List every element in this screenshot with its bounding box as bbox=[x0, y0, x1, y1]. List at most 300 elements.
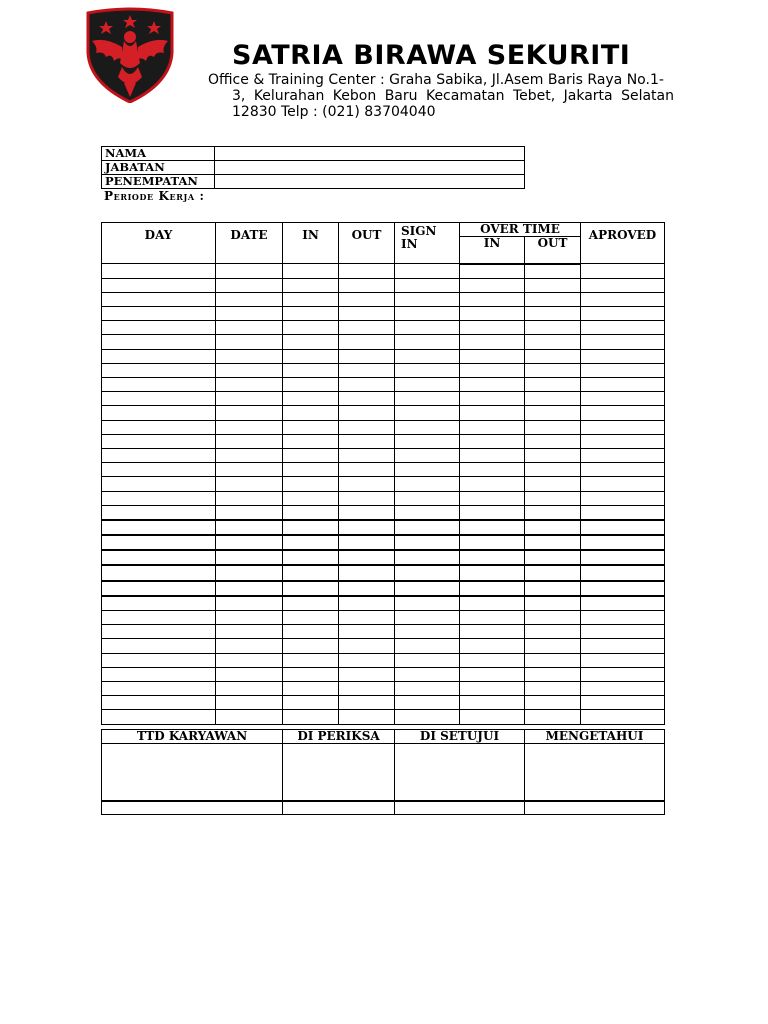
di-setujui-name-cell[interactable] bbox=[395, 801, 525, 815]
ot-in-cell[interactable] bbox=[460, 378, 525, 392]
ot-out-cell[interactable] bbox=[525, 710, 581, 724]
date-cell[interactable] bbox=[216, 463, 283, 477]
approved-cell[interactable] bbox=[581, 505, 665, 520]
out-cell[interactable] bbox=[339, 420, 395, 434]
approved-cell[interactable] bbox=[581, 565, 665, 580]
in-cell[interactable] bbox=[283, 505, 339, 520]
sign-in-cell[interactable] bbox=[395, 434, 460, 448]
approved-cell[interactable] bbox=[581, 463, 665, 477]
ot-out-cell[interactable] bbox=[525, 363, 581, 377]
out-cell[interactable] bbox=[339, 463, 395, 477]
mengetahui-name-cell[interactable] bbox=[525, 801, 665, 815]
in-cell[interactable] bbox=[283, 535, 339, 550]
ot-out-cell[interactable] bbox=[525, 505, 581, 520]
sign-in-cell[interactable] bbox=[395, 535, 460, 550]
in-cell[interactable] bbox=[283, 434, 339, 448]
out-cell[interactable] bbox=[339, 477, 395, 491]
out-cell[interactable] bbox=[339, 505, 395, 520]
ot-out-cell[interactable] bbox=[525, 321, 581, 335]
in-cell[interactable] bbox=[283, 596, 339, 611]
date-cell[interactable] bbox=[216, 710, 283, 724]
table-row bbox=[102, 406, 665, 420]
approved-cell[interactable] bbox=[581, 581, 665, 596]
sign-in-cell[interactable] bbox=[395, 463, 460, 477]
ot-in-cell[interactable] bbox=[460, 550, 525, 565]
sign-in-cell[interactable] bbox=[395, 611, 460, 625]
approved-cell[interactable] bbox=[581, 535, 665, 550]
sign-in-cell[interactable] bbox=[395, 420, 460, 434]
out-cell[interactable] bbox=[339, 307, 395, 321]
ot-in-cell[interactable] bbox=[460, 520, 525, 535]
date-cell[interactable] bbox=[216, 292, 283, 306]
day-cell[interactable] bbox=[102, 349, 216, 363]
date-cell[interactable] bbox=[216, 378, 283, 392]
out-cell[interactable] bbox=[339, 491, 395, 505]
sign-in-cell[interactable] bbox=[395, 321, 460, 335]
ot-in-cell[interactable] bbox=[460, 292, 525, 306]
di-setujui-header: DI SETUJUI bbox=[395, 730, 525, 744]
sign-in-cell[interactable] bbox=[395, 477, 460, 491]
date-cell[interactable] bbox=[216, 420, 283, 434]
in-cell[interactable] bbox=[283, 550, 339, 565]
ot-out-cell[interactable] bbox=[525, 565, 581, 580]
sign-in-line2: IN bbox=[401, 237, 418, 251]
table-row bbox=[102, 611, 665, 625]
date-cell[interactable] bbox=[216, 349, 283, 363]
approved-cell[interactable] bbox=[581, 625, 665, 639]
day-cell[interactable] bbox=[102, 611, 216, 625]
date-cell[interactable] bbox=[216, 505, 283, 520]
in-cell[interactable] bbox=[283, 696, 339, 710]
table-row bbox=[102, 535, 665, 550]
day-cell[interactable] bbox=[102, 378, 216, 392]
sign-in-cell[interactable] bbox=[395, 278, 460, 292]
date-cell[interactable] bbox=[216, 581, 283, 596]
in-cell[interactable] bbox=[283, 710, 339, 724]
approved-cell[interactable] bbox=[581, 681, 665, 695]
ot-in-cell[interactable] bbox=[460, 392, 525, 406]
ot-out-cell[interactable] bbox=[525, 667, 581, 681]
in-cell[interactable] bbox=[283, 491, 339, 505]
ot-in-cell[interactable] bbox=[460, 349, 525, 363]
ot-in-cell[interactable] bbox=[460, 477, 525, 491]
ot-in-cell[interactable] bbox=[460, 278, 525, 292]
table-row bbox=[102, 550, 665, 565]
ot-out-cell[interactable] bbox=[525, 491, 581, 505]
day-cell[interactable] bbox=[102, 321, 216, 335]
sign-in-cell[interactable] bbox=[395, 681, 460, 695]
out-cell[interactable] bbox=[339, 264, 395, 279]
table-row bbox=[102, 264, 665, 279]
approved-cell[interactable] bbox=[581, 378, 665, 392]
out-cell[interactable] bbox=[339, 625, 395, 639]
out-cell[interactable] bbox=[339, 550, 395, 565]
date-cell[interactable] bbox=[216, 335, 283, 349]
approved-cell[interactable] bbox=[581, 420, 665, 434]
day-cell[interactable] bbox=[102, 581, 216, 596]
ot-out-cell[interactable] bbox=[525, 307, 581, 321]
approved-cell[interactable] bbox=[581, 653, 665, 667]
penempatan-field[interactable] bbox=[215, 175, 525, 189]
approved-cell[interactable] bbox=[581, 667, 665, 681]
out-cell[interactable] bbox=[339, 448, 395, 462]
ot-out-cell[interactable] bbox=[525, 639, 581, 653]
di-setujui-signature-box[interactable] bbox=[395, 744, 525, 802]
table-row bbox=[102, 321, 665, 335]
day-cell[interactable] bbox=[102, 420, 216, 434]
out-cell[interactable] bbox=[339, 639, 395, 653]
ot-in-cell[interactable] bbox=[460, 505, 525, 520]
approved-cell[interactable] bbox=[581, 520, 665, 535]
table-row bbox=[102, 392, 665, 406]
day-cell[interactable] bbox=[102, 491, 216, 505]
out-cell[interactable] bbox=[339, 667, 395, 681]
out-cell[interactable] bbox=[339, 321, 395, 335]
day-cell[interactable] bbox=[102, 477, 216, 491]
sign-in-cell[interactable] bbox=[395, 363, 460, 377]
day-cell[interactable] bbox=[102, 625, 216, 639]
nama-label: NAMA bbox=[102, 147, 215, 161]
out-cell[interactable] bbox=[339, 363, 395, 377]
ot-in-cell[interactable] bbox=[460, 434, 525, 448]
ot-in-cell[interactable] bbox=[460, 653, 525, 667]
sign-in-cell[interactable] bbox=[395, 596, 460, 611]
approved-cell[interactable] bbox=[581, 596, 665, 611]
ttd-karyawan-signature-box[interactable] bbox=[102, 744, 283, 802]
ot-out-cell[interactable] bbox=[525, 406, 581, 420]
ot-out-cell[interactable] bbox=[525, 264, 581, 279]
date-cell[interactable] bbox=[216, 596, 283, 611]
ot-in-cell[interactable] bbox=[460, 463, 525, 477]
ot-out-cell[interactable] bbox=[525, 463, 581, 477]
ot-out-cell[interactable] bbox=[525, 292, 581, 306]
in-cell[interactable] bbox=[283, 278, 339, 292]
in-cell[interactable] bbox=[283, 581, 339, 596]
out-cell[interactable] bbox=[339, 581, 395, 596]
sign-in-cell[interactable] bbox=[395, 653, 460, 667]
out-cell[interactable] bbox=[339, 653, 395, 667]
day-cell[interactable] bbox=[102, 434, 216, 448]
day-cell[interactable] bbox=[102, 406, 216, 420]
date-cell[interactable] bbox=[216, 434, 283, 448]
company-name: SATRIA BIRAWA SEKURITI bbox=[232, 40, 631, 71]
in-cell[interactable] bbox=[283, 639, 339, 653]
nama-field[interactable] bbox=[215, 147, 525, 161]
ot-out-cell[interactable] bbox=[525, 420, 581, 434]
ot-in-cell[interactable] bbox=[460, 448, 525, 462]
sign-in-cell[interactable] bbox=[395, 505, 460, 520]
date-cell[interactable] bbox=[216, 448, 283, 462]
approved-cell[interactable] bbox=[581, 491, 665, 505]
day-cell[interactable] bbox=[102, 596, 216, 611]
in-cell[interactable] bbox=[283, 653, 339, 667]
sign-in-cell[interactable] bbox=[395, 491, 460, 505]
ot-in-cell[interactable] bbox=[460, 696, 525, 710]
in-cell[interactable] bbox=[283, 378, 339, 392]
mengetahui-signature-box[interactable] bbox=[525, 744, 665, 802]
approved-cell[interactable] bbox=[581, 335, 665, 349]
approved-cell[interactable] bbox=[581, 639, 665, 653]
out-cell[interactable] bbox=[339, 278, 395, 292]
out-cell[interactable] bbox=[339, 611, 395, 625]
date-cell[interactable] bbox=[216, 611, 283, 625]
date-cell[interactable] bbox=[216, 639, 283, 653]
ot-in-cell[interactable] bbox=[460, 420, 525, 434]
timesheet-body bbox=[102, 264, 665, 725]
ot-out-cell[interactable] bbox=[525, 349, 581, 363]
approved-cell[interactable] bbox=[581, 321, 665, 335]
out-cell[interactable] bbox=[339, 434, 395, 448]
sign-in-cell[interactable] bbox=[395, 565, 460, 580]
approved-cell[interactable] bbox=[581, 696, 665, 710]
table-row bbox=[102, 463, 665, 477]
day-cell[interactable] bbox=[102, 392, 216, 406]
day-cell[interactable] bbox=[102, 565, 216, 580]
date-cell[interactable] bbox=[216, 696, 283, 710]
ot-in-cell[interactable] bbox=[460, 596, 525, 611]
in-cell[interactable] bbox=[283, 349, 339, 363]
in-cell[interactable] bbox=[283, 565, 339, 580]
date-cell[interactable] bbox=[216, 565, 283, 580]
in-cell[interactable] bbox=[283, 625, 339, 639]
in-cell[interactable] bbox=[283, 520, 339, 535]
table-row bbox=[102, 448, 665, 462]
approved-cell[interactable] bbox=[581, 448, 665, 462]
sign-in-cell[interactable] bbox=[395, 696, 460, 710]
approved-cell[interactable] bbox=[581, 477, 665, 491]
day-cell[interactable] bbox=[102, 696, 216, 710]
out-cell[interactable] bbox=[339, 406, 395, 420]
ttd-karyawan-name-cell[interactable] bbox=[102, 801, 283, 815]
sign-in-cell[interactable] bbox=[395, 520, 460, 535]
day-cell[interactable] bbox=[102, 264, 216, 279]
ot-in-cell[interactable] bbox=[460, 535, 525, 550]
out-cell[interactable] bbox=[339, 378, 395, 392]
day-cell[interactable] bbox=[102, 335, 216, 349]
date-cell[interactable] bbox=[216, 264, 283, 279]
in-cell[interactable] bbox=[283, 264, 339, 279]
day-cell[interactable] bbox=[102, 278, 216, 292]
ot-out-cell[interactable] bbox=[525, 681, 581, 695]
in-cell[interactable] bbox=[283, 667, 339, 681]
sign-in-cell[interactable] bbox=[395, 264, 460, 279]
ot-in-cell[interactable] bbox=[460, 710, 525, 724]
date-cell[interactable] bbox=[216, 681, 283, 695]
sign-in-cell[interactable] bbox=[395, 335, 460, 349]
sign-in-cell[interactable] bbox=[395, 448, 460, 462]
approved-cell[interactable] bbox=[581, 406, 665, 420]
date-cell[interactable] bbox=[216, 307, 283, 321]
approved-cell[interactable] bbox=[581, 392, 665, 406]
approved-cell[interactable] bbox=[581, 292, 665, 306]
table-row bbox=[102, 681, 665, 695]
date-cell[interactable] bbox=[216, 406, 283, 420]
table-row bbox=[102, 667, 665, 681]
date-cell[interactable] bbox=[216, 550, 283, 565]
ot-out-cell[interactable] bbox=[525, 278, 581, 292]
approved-cell[interactable] bbox=[581, 264, 665, 279]
ot-in-cell[interactable] bbox=[460, 611, 525, 625]
out-cell[interactable] bbox=[339, 681, 395, 695]
approved-cell[interactable] bbox=[581, 611, 665, 625]
date-cell[interactable] bbox=[216, 625, 283, 639]
ot-in-cell[interactable] bbox=[460, 681, 525, 695]
day-cell[interactable] bbox=[102, 520, 216, 535]
in-cell[interactable] bbox=[283, 307, 339, 321]
out-cell[interactable] bbox=[339, 535, 395, 550]
company-address bbox=[208, 72, 674, 120]
day-cell[interactable] bbox=[102, 448, 216, 462]
ot-out-cell[interactable] bbox=[525, 434, 581, 448]
approved-cell[interactable] bbox=[581, 550, 665, 565]
col-day-header: DAY bbox=[102, 223, 216, 264]
out-cell[interactable] bbox=[339, 696, 395, 710]
di-periksa-signature-box[interactable] bbox=[283, 744, 395, 802]
ot-out-cell[interactable] bbox=[525, 448, 581, 462]
col-date-header: DATE bbox=[216, 223, 283, 264]
table-row bbox=[102, 292, 665, 306]
date-cell[interactable] bbox=[216, 535, 283, 550]
date-cell[interactable] bbox=[216, 477, 283, 491]
date-cell[interactable] bbox=[216, 321, 283, 335]
date-cell[interactable] bbox=[216, 520, 283, 535]
out-cell[interactable] bbox=[339, 392, 395, 406]
day-cell[interactable] bbox=[102, 363, 216, 377]
date-cell[interactable] bbox=[216, 667, 283, 681]
table-row bbox=[102, 491, 665, 505]
date-cell[interactable] bbox=[216, 278, 283, 292]
sign-in-cell[interactable] bbox=[395, 710, 460, 724]
approved-cell[interactable] bbox=[581, 278, 665, 292]
address-line: 12830 Telp : (021) 83704040 bbox=[232, 104, 436, 120]
out-cell[interactable] bbox=[339, 565, 395, 580]
sign-in-cell[interactable] bbox=[395, 625, 460, 639]
date-cell[interactable] bbox=[216, 491, 283, 505]
ot-out-cell[interactable] bbox=[525, 696, 581, 710]
day-cell[interactable] bbox=[102, 505, 216, 520]
day-cell[interactable] bbox=[102, 639, 216, 653]
ot-in-cell[interactable] bbox=[460, 307, 525, 321]
sign-in-cell[interactable] bbox=[395, 349, 460, 363]
date-cell[interactable] bbox=[216, 653, 283, 667]
day-cell[interactable] bbox=[102, 667, 216, 681]
out-cell[interactable] bbox=[339, 292, 395, 306]
table-row bbox=[102, 363, 665, 377]
ot-out-cell[interactable] bbox=[525, 611, 581, 625]
ot-in-cell[interactable] bbox=[460, 625, 525, 639]
ot-in-cell[interactable] bbox=[460, 321, 525, 335]
table-row bbox=[102, 505, 665, 520]
in-cell[interactable] bbox=[283, 420, 339, 434]
table-row bbox=[102, 596, 665, 611]
ot-out-cell[interactable] bbox=[525, 596, 581, 611]
table-row bbox=[102, 420, 665, 434]
in-cell[interactable] bbox=[283, 392, 339, 406]
out-cell[interactable] bbox=[339, 596, 395, 611]
ot-out-cell[interactable] bbox=[525, 550, 581, 565]
in-cell[interactable] bbox=[283, 477, 339, 491]
ot-in-cell[interactable] bbox=[460, 363, 525, 377]
day-cell[interactable] bbox=[102, 681, 216, 695]
sign-in-cell[interactable] bbox=[395, 292, 460, 306]
in-cell[interactable] bbox=[283, 363, 339, 377]
di-periksa-header: DI PERIKSA bbox=[283, 730, 395, 744]
approved-cell[interactable] bbox=[581, 307, 665, 321]
table-row bbox=[102, 307, 665, 321]
ot-in-cell[interactable] bbox=[460, 406, 525, 420]
sign-in-cell[interactable] bbox=[395, 307, 460, 321]
sign-in-cell[interactable] bbox=[395, 667, 460, 681]
ot-out-cell[interactable] bbox=[525, 520, 581, 535]
ot-in-cell[interactable] bbox=[460, 335, 525, 349]
day-cell[interactable] bbox=[102, 550, 216, 565]
sign-in-line1: SIGN bbox=[401, 224, 437, 238]
approved-cell[interactable] bbox=[581, 710, 665, 724]
ot-in-cell[interactable] bbox=[460, 491, 525, 505]
in-cell[interactable] bbox=[283, 292, 339, 306]
ot-in-cell[interactable] bbox=[460, 639, 525, 653]
date-cell[interactable] bbox=[216, 392, 283, 406]
in-cell[interactable] bbox=[283, 448, 339, 462]
sign-in-cell[interactable] bbox=[395, 581, 460, 596]
ot-out-cell[interactable] bbox=[525, 378, 581, 392]
ot-out-cell[interactable] bbox=[525, 535, 581, 550]
approved-cell[interactable] bbox=[581, 349, 665, 363]
day-cell[interactable] bbox=[102, 292, 216, 306]
table-row bbox=[102, 278, 665, 292]
ot-in-cell[interactable] bbox=[460, 565, 525, 580]
ot-out-cell[interactable] bbox=[525, 392, 581, 406]
approved-cell[interactable] bbox=[581, 363, 665, 377]
in-cell[interactable] bbox=[283, 681, 339, 695]
date-cell[interactable] bbox=[216, 363, 283, 377]
ot-in-cell[interactable] bbox=[460, 581, 525, 596]
out-cell[interactable] bbox=[339, 335, 395, 349]
day-cell[interactable] bbox=[102, 307, 216, 321]
sign-in-cell[interactable] bbox=[395, 639, 460, 653]
sign-in-cell[interactable] bbox=[395, 392, 460, 406]
out-cell[interactable] bbox=[339, 349, 395, 363]
sign-in-cell[interactable] bbox=[395, 378, 460, 392]
in-cell[interactable] bbox=[283, 463, 339, 477]
table-row bbox=[102, 349, 665, 363]
in-cell[interactable] bbox=[283, 321, 339, 335]
ot-out-cell[interactable] bbox=[525, 581, 581, 596]
table-row bbox=[102, 696, 665, 710]
di-periksa-name-cell[interactable] bbox=[283, 801, 395, 815]
ot-out-cell[interactable] bbox=[525, 335, 581, 349]
ot-out-cell[interactable] bbox=[525, 477, 581, 491]
day-cell[interactable] bbox=[102, 463, 216, 477]
ot-out-cell[interactable] bbox=[525, 653, 581, 667]
day-cell[interactable] bbox=[102, 535, 216, 550]
in-cell[interactable] bbox=[283, 406, 339, 420]
day-cell[interactable] bbox=[102, 653, 216, 667]
approved-cell[interactable] bbox=[581, 434, 665, 448]
jabatan-field[interactable] bbox=[215, 161, 525, 175]
out-cell[interactable] bbox=[339, 520, 395, 535]
in-cell[interactable] bbox=[283, 611, 339, 625]
sign-in-cell[interactable] bbox=[395, 406, 460, 420]
sign-in-cell[interactable] bbox=[395, 550, 460, 565]
ot-in-cell[interactable] bbox=[460, 667, 525, 681]
out-cell[interactable] bbox=[339, 710, 395, 724]
day-cell[interactable] bbox=[102, 710, 216, 724]
table-row bbox=[102, 625, 665, 639]
in-cell[interactable] bbox=[283, 335, 339, 349]
ot-out-cell[interactable] bbox=[525, 625, 581, 639]
ot-in-cell[interactable] bbox=[460, 264, 525, 279]
